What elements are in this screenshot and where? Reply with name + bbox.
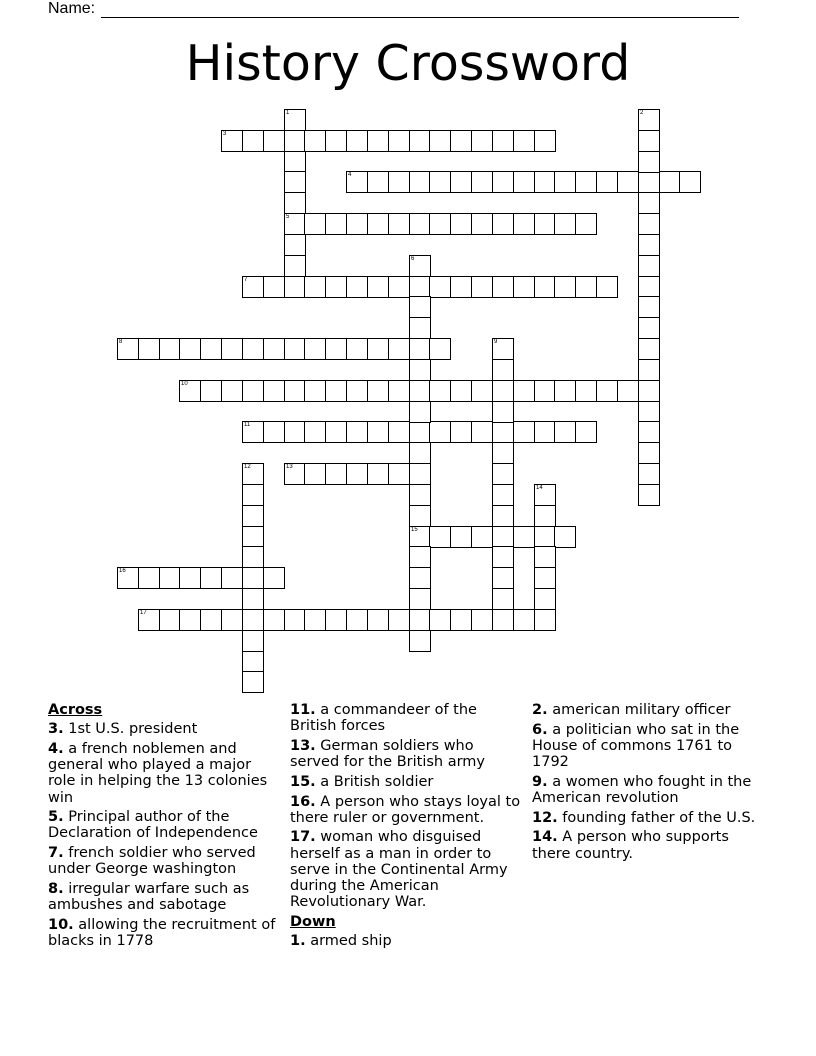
- grid-cell[interactable]: [554, 526, 576, 548]
- grid-cell[interactable]: [179, 609, 201, 631]
- grid-cell[interactable]: [200, 609, 222, 631]
- grid-cell[interactable]: [534, 421, 556, 443]
- grid-cell[interactable]: [513, 609, 535, 631]
- grid-cell[interactable]: [492, 526, 514, 548]
- grid-cell[interactable]: [325, 213, 347, 235]
- grid-cell[interactable]: [596, 380, 618, 402]
- grid-cell[interactable]: [492, 546, 514, 568]
- grid-cell[interactable]: [179, 567, 201, 589]
- grid-cell[interactable]: [492, 338, 514, 360]
- clue-number: 10: [181, 381, 188, 387]
- grid-cell[interactable]: [409, 463, 431, 485]
- grid-cell[interactable]: [200, 567, 222, 589]
- clue-across-17: 17. woman who disguised herself as a man in order to serve in the Continental Army during the American Revolutionary War.: [290, 829, 508, 911]
- grid-cell[interactable]: [367, 213, 389, 235]
- grid-cell[interactable]: [242, 526, 264, 548]
- clues-column-3: [532, 702, 767, 865]
- grid-cell[interactable]: [263, 421, 285, 443]
- grid-cell[interactable]: [304, 609, 326, 631]
- grid-cell[interactable]: [638, 463, 660, 485]
- grid-cell[interactable]: [221, 130, 243, 152]
- grid-cell[interactable]: [304, 380, 326, 402]
- grid-cell[interactable]: [409, 359, 431, 381]
- grid-cell[interactable]: [534, 505, 556, 527]
- grid-cell[interactable]: [429, 171, 451, 193]
- grid-cell[interactable]: [284, 151, 306, 173]
- grid-cell[interactable]: [492, 359, 514, 381]
- grid-cell[interactable]: [638, 359, 660, 381]
- grid-cell[interactable]: [534, 567, 556, 589]
- grid-cell[interactable]: [409, 588, 431, 610]
- grid-cell[interactable]: [367, 338, 389, 360]
- grid-cell[interactable]: [159, 338, 181, 360]
- grid-cell[interactable]: [367, 276, 389, 298]
- grid-cell[interactable]: [263, 338, 285, 360]
- grid-cell[interactable]: [284, 171, 306, 193]
- clue-number: 13: [286, 464, 293, 470]
- grid-cell[interactable]: [346, 609, 368, 631]
- grid-cell[interactable]: [388, 421, 410, 443]
- grid-cell[interactable]: [221, 338, 243, 360]
- grid-cell[interactable]: [346, 276, 368, 298]
- grid-cell[interactable]: [450, 421, 472, 443]
- grid-cell[interactable]: [429, 276, 451, 298]
- grid-cell[interactable]: [534, 609, 556, 631]
- clue-across-5: 5. Principal author of the Declaration of Independence: [48, 809, 258, 842]
- grid-cell[interactable]: [492, 588, 514, 610]
- grid-cell[interactable]: [471, 130, 493, 152]
- grid-cell[interactable]: [429, 130, 451, 152]
- grid-cell[interactable]: [617, 380, 639, 402]
- grid-cell[interactable]: [450, 213, 472, 235]
- grid-cell[interactable]: [471, 421, 493, 443]
- grid-cell[interactable]: [638, 234, 660, 256]
- grid-cell[interactable]: [450, 130, 472, 152]
- grid-cell[interactable]: [284, 276, 306, 298]
- grid-cell[interactable]: [138, 338, 160, 360]
- grid-cell[interactable]: [242, 484, 264, 506]
- grid-cell[interactable]: [471, 609, 493, 631]
- clue-number: 6: [411, 256, 415, 262]
- clue-number: 9: [494, 339, 498, 345]
- grid-cell[interactable]: [492, 609, 514, 631]
- grid-cell[interactable]: [159, 567, 181, 589]
- clue-across-13: 13. German soldiers who served for the British army: [290, 737, 486, 771]
- grid-cell[interactable]: [346, 421, 368, 443]
- grid-cell[interactable]: [429, 338, 451, 360]
- grid-cell[interactable]: [325, 130, 347, 152]
- grid-cell[interactable]: [409, 276, 431, 298]
- grid-cell[interactable]: [346, 213, 368, 235]
- grid-cell[interactable]: [200, 380, 222, 402]
- grid-cell[interactable]: [575, 380, 597, 402]
- clue-number: 2: [640, 110, 644, 116]
- grid-cell[interactable]: [242, 588, 264, 610]
- clue-number: 15: [411, 527, 418, 533]
- grid-cell[interactable]: [409, 255, 431, 277]
- grid-cell[interactable]: [242, 651, 264, 673]
- grid-cell[interactable]: [492, 171, 514, 193]
- grid-cell[interactable]: [159, 609, 181, 631]
- name-label: Name:: [48, 0, 96, 17]
- grid-cell[interactable]: [638, 296, 660, 318]
- grid-cell[interactable]: [596, 171, 618, 193]
- grid-cell[interactable]: [534, 484, 556, 506]
- grid-cell[interactable]: [575, 421, 597, 443]
- grid-cell[interactable]: [450, 526, 472, 548]
- clue-down-1: 1. armed ship: [290, 933, 392, 950]
- grid-cell[interactable]: [534, 213, 556, 235]
- grid-cell[interactable]: [242, 630, 264, 652]
- grid-cell[interactable]: [638, 380, 660, 402]
- grid-cell[interactable]: [638, 276, 660, 298]
- clue-number: 4: [348, 172, 352, 178]
- grid-cell[interactable]: [450, 171, 472, 193]
- grid-cell[interactable]: [304, 338, 326, 360]
- clue-number: 11: [244, 422, 251, 428]
- grid-cell[interactable]: [638, 151, 660, 173]
- clue-number: 8: [119, 339, 123, 345]
- grid-cell[interactable]: [304, 276, 326, 298]
- grid-cell[interactable]: [492, 567, 514, 589]
- grid-cell[interactable]: [513, 421, 535, 443]
- grid-cell[interactable]: [638, 484, 660, 506]
- grid-cell[interactable]: [117, 567, 139, 589]
- grid-cell[interactable]: [471, 380, 493, 402]
- grid-cell[interactable]: [492, 463, 514, 485]
- grid-cell[interactable]: [409, 442, 431, 464]
- clue-down-12: 12. founding father of the U.S.: [532, 809, 756, 826]
- grid-cell[interactable]: [221, 380, 243, 402]
- grid-cell[interactable]: [325, 276, 347, 298]
- clue-down-14: 14. A person who supports there country.: [532, 829, 729, 862]
- grid-cell[interactable]: [409, 338, 431, 360]
- grid-cell[interactable]: [284, 192, 306, 214]
- grid-cell[interactable]: [534, 380, 556, 402]
- grid-cell[interactable]: [492, 484, 514, 506]
- grid-cell[interactable]: [513, 130, 535, 152]
- grid-cell[interactable]: [325, 380, 347, 402]
- grid-cell[interactable]: [554, 276, 576, 298]
- grid-cell[interactable]: [242, 505, 264, 527]
- grid-cell[interactable]: [409, 505, 431, 527]
- grid-cell[interactable]: [409, 609, 431, 631]
- grid-cell[interactable]: [492, 442, 514, 464]
- grid-cell[interactable]: [304, 421, 326, 443]
- grid-cell[interactable]: [304, 463, 326, 485]
- grid-cell[interactable]: [263, 276, 285, 298]
- grid-cell[interactable]: [325, 338, 347, 360]
- page-title: History Crossword: [185, 35, 631, 92]
- grid-cell[interactable]: [492, 380, 514, 402]
- grid-cell[interactable]: [388, 171, 410, 193]
- grid-cell[interactable]: [513, 526, 535, 548]
- clue-number: 3: [223, 131, 227, 137]
- grid-cell[interactable]: [638, 109, 660, 131]
- grid-cell[interactable]: [575, 213, 597, 235]
- grid-cell[interactable]: [388, 213, 410, 235]
- across-header: Across: [48, 702, 103, 718]
- grid-cell[interactable]: [429, 526, 451, 548]
- grid-cell[interactable]: [242, 380, 264, 402]
- grid-cell[interactable]: [409, 317, 431, 339]
- grid-cell[interactable]: [409, 546, 431, 568]
- grid-cell[interactable]: [492, 401, 514, 423]
- grid-cell[interactable]: [429, 421, 451, 443]
- grid-cell[interactable]: [471, 171, 493, 193]
- grid-cell[interactable]: [409, 567, 431, 589]
- grid-cell[interactable]: [513, 380, 535, 402]
- grid-cell[interactable]: [388, 609, 410, 631]
- grid-cell[interactable]: [679, 171, 701, 193]
- grid-cell[interactable]: [325, 609, 347, 631]
- grid-cell[interactable]: [284, 421, 306, 443]
- clue-number: 7: [244, 277, 248, 283]
- clue-down-6: 6. a politician who sat in the House of commons 1761 to 1792: [532, 721, 740, 771]
- grid-cell[interactable]: [534, 526, 556, 548]
- clue-across-8: 8. irregular warfare such as ambushes and sabotage: [48, 881, 250, 914]
- grid-cell[interactable]: [471, 213, 493, 235]
- grid-cell[interactable]: [346, 380, 368, 402]
- clue-number: 5: [286, 214, 290, 220]
- grid-cell[interactable]: [242, 276, 264, 298]
- grid-cell[interactable]: [471, 526, 493, 548]
- grid-cell[interactable]: [638, 192, 660, 214]
- down-header: Down: [290, 913, 336, 930]
- grid-cell[interactable]: [284, 463, 306, 485]
- clue-across-11: 11. a commandeer of the British forces: [290, 702, 477, 735]
- clue-across-15: 15. a British soldier: [290, 773, 434, 790]
- clue-across-10: 10. allowing the recruitment of blacks in 1778: [48, 916, 276, 950]
- grid-cell[interactable]: [638, 421, 660, 443]
- grid-cell[interactable]: [409, 130, 431, 152]
- grid-cell[interactable]: [284, 380, 306, 402]
- grid-cell[interactable]: [367, 421, 389, 443]
- grid-cell[interactable]: [367, 463, 389, 485]
- grid-cell[interactable]: [429, 213, 451, 235]
- grid-cell[interactable]: [367, 171, 389, 193]
- grid-cell[interactable]: [284, 213, 306, 235]
- grid-cell[interactable]: [638, 130, 660, 152]
- grid-cell[interactable]: [409, 526, 431, 548]
- grid-cell[interactable]: [554, 380, 576, 402]
- grid-cell[interactable]: [450, 276, 472, 298]
- clue-down-9: 9. a women who fought in the American revolution: [532, 773, 752, 807]
- grid-cell[interactable]: [263, 130, 285, 152]
- grid-cell[interactable]: [534, 171, 556, 193]
- grid-cell[interactable]: [346, 171, 368, 193]
- grid-cell[interactable]: [638, 171, 660, 193]
- grid-cell[interactable]: [284, 609, 306, 631]
- grid-cell[interactable]: [492, 505, 514, 527]
- grid-cell[interactable]: [409, 296, 431, 318]
- grid-cell[interactable]: [367, 130, 389, 152]
- grid-cell[interactable]: [263, 567, 285, 589]
- grid-cell[interactable]: [138, 609, 160, 631]
- grid-cell[interactable]: [242, 463, 264, 485]
- clue-number: 17: [140, 610, 147, 616]
- grid-cell[interactable]: [242, 567, 264, 589]
- grid-cell[interactable]: [429, 380, 451, 402]
- grid-cell[interactable]: [242, 421, 264, 443]
- grid-cell[interactable]: [117, 338, 139, 360]
- grid-cell[interactable]: [429, 609, 451, 631]
- grid-cell[interactable]: [221, 567, 243, 589]
- grid-cell[interactable]: [638, 317, 660, 339]
- clue-across-16: 16. A person who stays loyal to there ruler or government.: [290, 793, 521, 826]
- grid-cell[interactable]: [242, 338, 264, 360]
- grid-cell[interactable]: [409, 421, 431, 443]
- clue-number: 1: [286, 110, 290, 116]
- grid-cell[interactable]: [304, 130, 326, 152]
- grid-cell[interactable]: [409, 171, 431, 193]
- grid-cell[interactable]: [388, 338, 410, 360]
- grid-cell[interactable]: [471, 276, 493, 298]
- grid-cell[interactable]: [409, 380, 431, 402]
- grid-cell[interactable]: [284, 255, 306, 277]
- grid-cell[interactable]: [450, 609, 472, 631]
- grid-cell[interactable]: [596, 276, 618, 298]
- grid-cell[interactable]: [638, 442, 660, 464]
- clues-column-2: [290, 702, 525, 953]
- grid-cell[interactable]: [346, 463, 368, 485]
- grid-cell[interactable]: [575, 171, 597, 193]
- grid-cell[interactable]: [534, 130, 556, 152]
- grid-cell[interactable]: [492, 130, 514, 152]
- grid-cell[interactable]: [388, 130, 410, 152]
- grid-cell[interactable]: [554, 213, 576, 235]
- grid-cell[interactable]: [325, 421, 347, 443]
- grid-cell[interactable]: [304, 213, 326, 235]
- grid-cell[interactable]: [534, 546, 556, 568]
- grid-cell[interactable]: [242, 609, 264, 631]
- clue-across-4: 4. a french noblemen and general who played a major role in helping the 13 colonies win: [48, 740, 268, 806]
- grid-cell[interactable]: [263, 380, 285, 402]
- grid-cell[interactable]: [346, 338, 368, 360]
- grid-cell[interactable]: [450, 380, 472, 402]
- grid-cell[interactable]: [221, 609, 243, 631]
- grid-cell[interactable]: [346, 130, 368, 152]
- grid-cell[interactable]: [242, 130, 264, 152]
- grid-cell[interactable]: [513, 276, 535, 298]
- grid-cell[interactable]: [388, 276, 410, 298]
- grid-cell[interactable]: [575, 276, 597, 298]
- clue-number: 16: [119, 568, 126, 574]
- grid-cell[interactable]: [638, 338, 660, 360]
- grid-cell[interactable]: [534, 588, 556, 610]
- clue-across-7: 7. french soldier who served under George washington: [48, 845, 256, 878]
- grid-cell[interactable]: [409, 630, 431, 652]
- grid-cell[interactable]: [492, 213, 514, 235]
- grid-cell[interactable]: [638, 213, 660, 235]
- clues-column-1: [48, 702, 283, 953]
- clue-down-2: 2. american military officer: [532, 702, 731, 718]
- grid-cell[interactable]: [409, 213, 431, 235]
- grid-cell[interactable]: [638, 255, 660, 277]
- grid-cell[interactable]: [138, 567, 160, 589]
- grid-cell[interactable]: [659, 171, 681, 193]
- grid-cell[interactable]: [284, 234, 306, 256]
- grid-cell[interactable]: [492, 276, 514, 298]
- grid-cell[interactable]: [617, 171, 639, 193]
- grid-cell[interactable]: [513, 213, 535, 235]
- clue-across-3: 3. 1st U.S. president: [48, 721, 198, 738]
- grid-cell[interactable]: [242, 546, 264, 568]
- grid-cell[interactable]: [284, 109, 306, 131]
- grid-cell[interactable]: [388, 463, 410, 485]
- grid-cell[interactable]: [179, 338, 201, 360]
- grid-cell[interactable]: [284, 130, 306, 152]
- grid-cell[interactable]: [554, 421, 576, 443]
- grid-cell[interactable]: [409, 401, 431, 423]
- grid-cell[interactable]: [367, 380, 389, 402]
- grid-cell[interactable]: [284, 338, 306, 360]
- grid-cell[interactable]: [409, 484, 431, 506]
- grid-cell[interactable]: [388, 380, 410, 402]
- grid-cell[interactable]: [638, 401, 660, 423]
- clue-number: 14: [536, 485, 543, 491]
- grid-cell[interactable]: [200, 338, 222, 360]
- grid-cell[interactable]: [367, 609, 389, 631]
- grid-cell[interactable]: [554, 171, 576, 193]
- grid-cell[interactable]: [179, 380, 201, 402]
- grid-cell[interactable]: [513, 171, 535, 193]
- clue-number: 12: [244, 464, 251, 470]
- grid-cell[interactable]: [242, 671, 264, 693]
- grid-cell[interactable]: [534, 276, 556, 298]
- grid-cell[interactable]: [492, 421, 514, 443]
- grid-cell[interactable]: [325, 463, 347, 485]
- grid-cell[interactable]: [263, 609, 285, 631]
